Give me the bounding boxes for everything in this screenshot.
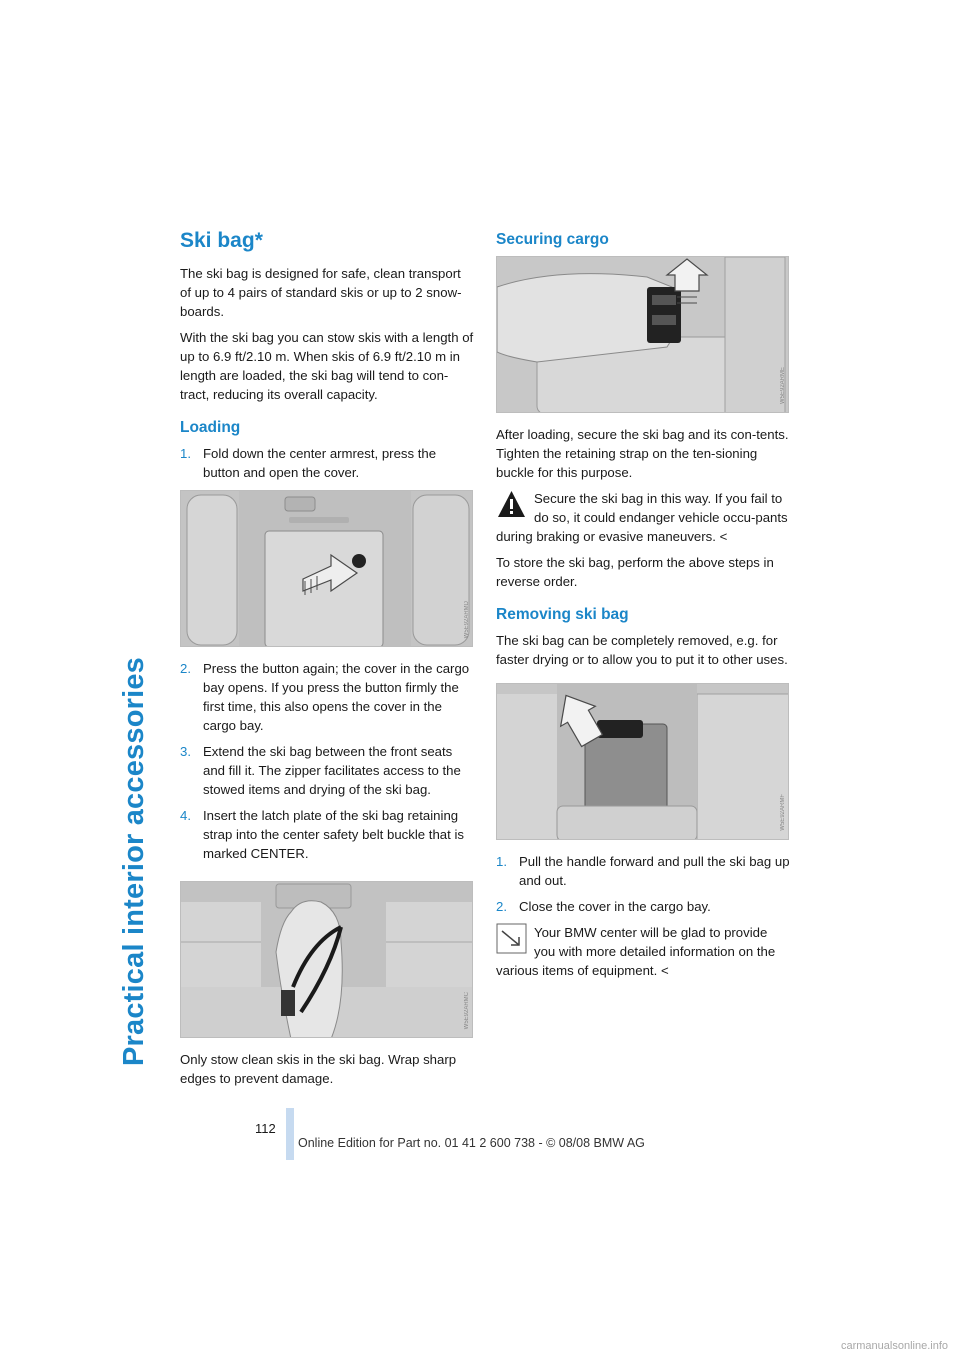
step-text: Press the button again; the cover in the cargo bay opens. If you press the button firmly the first time, this also opens the cover in the cargo bay. bbox=[203, 661, 470, 733]
step-number: 4. bbox=[180, 808, 191, 823]
loading-step-1 bbox=[180, 444, 474, 482]
step-number: 1. bbox=[496, 854, 507, 869]
info-text: Your BMW center will be glad to provide you with more detailed information on the various items of equipment. bbox=[496, 925, 776, 978]
strap-illustration bbox=[181, 882, 473, 1038]
loading-step-3 bbox=[180, 742, 474, 799]
removing-paragraph: The ski bag can be completely removed, e.g. for faster drying or to allow you to put it to other uses. bbox=[496, 633, 788, 667]
figure-code: W5E92ARMC bbox=[464, 991, 470, 1029]
warning-text: Secure the ski bag in this way. If you fail to do so, it could endanger vehicle occu-pants during braking or evasive maneuvers. bbox=[496, 491, 788, 544]
loading-step-2 bbox=[180, 659, 474, 735]
warning-note bbox=[496, 489, 790, 546]
removing-step-2 bbox=[496, 897, 790, 916]
warning-triangle-icon bbox=[496, 489, 527, 520]
figure-code: W5E92ARMF bbox=[780, 794, 786, 831]
left-column bbox=[180, 228, 474, 1095]
figure-ski-bag-strap bbox=[180, 881, 473, 1038]
step-text: Pull the handle forward and pull the ski bag up and out. bbox=[519, 854, 790, 888]
intro-paragraph-1: The ski bag is designed for safe, clean transport of up to 4 pairs of standard skis or up to 2 snow-boards. bbox=[180, 266, 462, 319]
info-corner-icon bbox=[496, 923, 527, 954]
removal-illustration bbox=[497, 684, 789, 840]
loading-steps bbox=[180, 444, 474, 482]
step-text: Insert the latch plate of the ski bag retaining strap into the center safety belt buckle that is marked CENTER. bbox=[203, 808, 464, 861]
securing-paragraph: After loading, secure the ski bag and its con-tents. Tighten the retaining strap on the ten-sioning buckle for this purpose. bbox=[496, 427, 789, 480]
page-number: 112 bbox=[255, 1121, 276, 1136]
closing-paragraph: Only stow clean skis in the ski bag. Wrap sharp edges to prevent damage. bbox=[180, 1052, 457, 1086]
intro-paragraph-2: With the ski bag you can stow skis with a length of up to 6.9 ft/2.10 m. When skis of 6.9 ft/2.10 m in length are loaded, the ski bag will tend to con-tract, reducing its overall capacity. bbox=[180, 330, 474, 402]
footer-edition-text: Online Edition for Part no. 01 41 2 600 738 - © 08/08 BMW AG bbox=[298, 1136, 645, 1150]
loading-step-4 bbox=[180, 806, 474, 863]
step-text: Close the cover in the cargo bay. bbox=[519, 899, 711, 914]
loading-steps-continued bbox=[180, 659, 474, 863]
subheading-securing-cargo: Securing cargo bbox=[496, 231, 609, 248]
step-number: 1. bbox=[180, 446, 191, 461]
section-heading-ski-bag: Ski bag* bbox=[180, 229, 263, 252]
step-text: Fold down the center armrest, press the button and open the cover. bbox=[203, 446, 437, 480]
right-column bbox=[496, 230, 790, 987]
step-number: 2. bbox=[496, 899, 507, 914]
figure-code: W5E92ARMD bbox=[464, 600, 470, 638]
subheading-loading: Loading bbox=[180, 419, 241, 436]
end-mark: < bbox=[660, 963, 669, 978]
store-paragraph: To store the ski bag, perform the above steps in reverse order. bbox=[496, 555, 774, 589]
figure-tensioning-buckle bbox=[496, 256, 789, 413]
info-note bbox=[496, 923, 790, 980]
figure-code: W5E92ARME bbox=[780, 366, 786, 404]
figure-armrest-button bbox=[180, 490, 473, 647]
subheading-removing-ski-bag: Removing ski bag bbox=[496, 606, 629, 623]
buckle-illustration bbox=[497, 257, 789, 413]
end-mark: < bbox=[719, 529, 728, 544]
chapter-side-title: Practical interior accessories bbox=[118, 656, 150, 1066]
step-number: 2. bbox=[180, 661, 191, 676]
footer-accent-bar bbox=[286, 1108, 294, 1160]
step-text: Extend the ski bag between the front seats and fill it. The zipper facilitates access to the stowed items and drying of the ski bag. bbox=[203, 744, 461, 797]
step-number: 3. bbox=[180, 744, 191, 759]
armrest-illustration bbox=[181, 491, 473, 647]
removing-step-1 bbox=[496, 852, 790, 890]
site-watermark: carmanualsonline.info bbox=[840, 1340, 948, 1352]
removing-steps bbox=[496, 852, 790, 916]
figure-removing-ski-bag bbox=[496, 683, 789, 840]
